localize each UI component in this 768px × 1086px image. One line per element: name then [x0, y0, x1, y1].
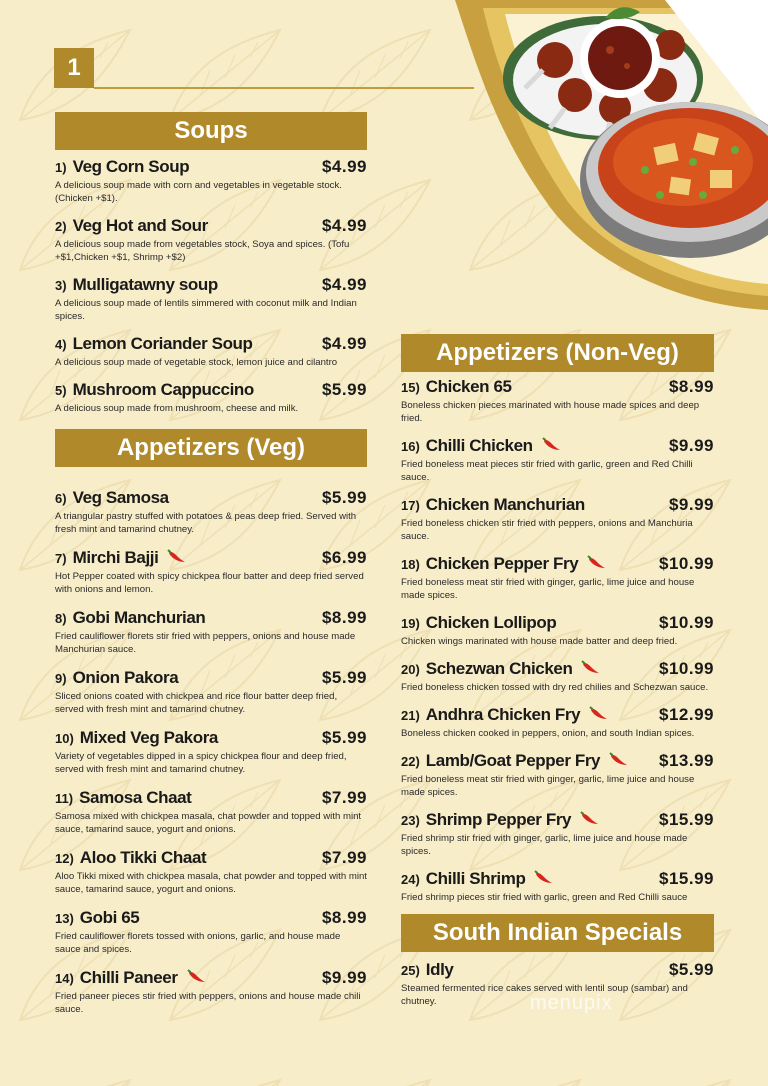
menu-item: [401, 436, 714, 484]
menu-item-name: Andhra Chicken Fry: [425, 705, 581, 724]
menu-item-title: [401, 705, 608, 725]
menu-item-name: Mixed Veg Pakora: [79, 728, 218, 747]
menu-item-description: Fried boneless meat stir fried with ginger, garlic, lime juice and house made spices.: [401, 774, 695, 798]
menu-item-name: Gobi 65: [79, 908, 140, 927]
menu-item-description: Fried cauliflower florets stir fried with peppers, onions and house made Manchurian sauce.: [55, 631, 356, 655]
menu-item-name: Veg Corn Soup: [72, 157, 190, 176]
menu-item: [401, 377, 714, 425]
watermark-logo: menupix: [530, 992, 613, 1014]
menu-item-header: [401, 377, 714, 397]
menu-item-name: Idly: [425, 960, 454, 979]
menu-item-title: [55, 668, 178, 688]
menu-item: [401, 705, 714, 740]
menu-item-header: [55, 380, 367, 400]
menu-item-price: $8.99: [321, 908, 367, 927]
menu-item-header: [55, 608, 367, 628]
menu-item-header: [55, 216, 367, 236]
menu-item-header: [401, 810, 714, 830]
menu-item: [55, 216, 367, 264]
menu-item-number: 21): [401, 708, 420, 723]
menu-item-header: [55, 668, 367, 688]
menu-item-header: [401, 495, 714, 515]
menu-item-number: 11): [55, 791, 74, 806]
menu-item-name: Chilli Paneer: [79, 968, 178, 987]
menu-item-title: [55, 788, 191, 808]
chili-pepper-icon: [586, 555, 606, 569]
menu-item-header: [55, 728, 367, 748]
menu-item-price: $5.99: [321, 728, 367, 747]
menu-item-price: $6.99: [321, 548, 367, 567]
menu-item-description: Fried cauliflower florets tossed with onions, garlic, and house made sauce and spices.: [55, 931, 341, 955]
menu-item: [55, 380, 367, 415]
menu-item-title: [55, 848, 206, 868]
menu-item-price: $7.99: [321, 788, 367, 807]
menu-item-price: $15.99: [659, 869, 714, 888]
menu-item-price: $8.99: [321, 608, 367, 627]
menu-item: [401, 810, 714, 858]
menu-item-price: $9.99: [668, 436, 714, 455]
menu-item-title: [55, 334, 253, 354]
menu-item-title: [401, 436, 561, 456]
menu-item-number: 2): [55, 219, 67, 234]
menu-item-price: $12.99: [659, 705, 714, 724]
menu-item-description: Variety of vegetables dipped in a spicy chickpea flour and deep fried, served with fresh mint and tamarind chutney.: [55, 751, 347, 775]
left-column: [55, 112, 367, 1016]
menu-item-name: Chicken Manchurian: [425, 495, 585, 514]
menu-item-name: Veg Samosa: [72, 488, 169, 507]
chili-pepper-icon: [580, 660, 600, 674]
menu-item-name: Shrimp Pepper Fry: [425, 810, 572, 829]
menu-item: [55, 157, 367, 205]
menu-item-title: [401, 869, 553, 889]
section-header-soups: Soups: [55, 112, 367, 150]
menu-item-description: Fried boneless chicken stir fried with peppers, onions and Manchuria sauce.: [401, 518, 693, 542]
menu-item-header: [401, 705, 714, 725]
menu-item-description: Hot Pepper coated with spicy chickpea flour batter and deep fried served with onions and lemon.: [55, 571, 364, 595]
section-header-appetizers-veg: Appetizers (Veg): [55, 429, 367, 467]
menu-item-title: [401, 659, 600, 679]
menu-item-description: Fried shrimp stir fried with ginger, garlic, lime juice and house made spices.: [401, 833, 688, 857]
menu-item-number: 5): [55, 383, 67, 398]
menu-item-number: 22): [401, 754, 420, 769]
menu-item-header: [401, 869, 714, 889]
menu-item: [55, 908, 367, 956]
menu-item-title: [55, 728, 218, 748]
menu-item: [55, 608, 367, 656]
menu-item-price: $10.99: [659, 613, 714, 632]
menu-item-number: 4): [55, 337, 67, 352]
menu-item-price: $5.99: [321, 488, 367, 507]
menu-item-number: 13): [55, 911, 74, 926]
menu-item-title: [55, 908, 139, 928]
menu-item-description: A delicious soup made of vegetable stock, lemon juice and cilantro: [55, 357, 338, 368]
menu-item-price: $10.99: [659, 659, 714, 678]
menu-item-header: [55, 788, 367, 808]
menu-item-header: [401, 554, 714, 574]
menu-item-number: 18): [401, 557, 420, 572]
food-photo: [455, 0, 768, 310]
menu-item-number: 20): [401, 662, 420, 677]
menu-item-number: 24): [401, 872, 420, 887]
menu-item-number: 23): [401, 813, 420, 828]
right-column: [401, 334, 714, 1008]
menu-item-price: $13.99: [659, 751, 714, 770]
chili-pepper-icon: [541, 437, 561, 451]
menu-item-description: Fried boneless meat pieces stir fried with garlic, green and Red Chilli sauce.: [401, 459, 693, 483]
menu-item-name: Chicken 65: [425, 377, 512, 396]
menu-item-title: [401, 613, 556, 633]
header-divider: [94, 87, 474, 89]
menu-item-price: $9.99: [668, 495, 714, 514]
menu-item-price: $5.99: [321, 668, 367, 687]
menu-item: [401, 869, 714, 904]
menu-item-description: Boneless chicken cooked in peppers, onion, and south Indian spices.: [401, 728, 695, 739]
menu-item-description: Boneless chicken pieces marinated with house made spices and deep fried.: [401, 400, 700, 424]
menu-item: [55, 275, 367, 323]
menu-item-description: Fried boneless meat stir fried with ginger, garlic, lime juice and house made spices.: [401, 577, 695, 601]
menu-item-number: 19): [401, 616, 420, 631]
menu-item-header: [55, 848, 367, 868]
menu-item-description: A delicious soup made from vegetables stock, Soya and spices. (Tofu +$1,Chicken +$1, Shrimp +$2): [55, 239, 350, 263]
menu-item-name: Lamb/Goat Pepper Fry: [425, 751, 601, 770]
chili-pepper-icon: [608, 752, 628, 766]
menu-item: [55, 848, 367, 896]
menu-item-header: [401, 436, 714, 456]
menu-item-description: Aloo Tikki mixed with chickpea masala, chat powder and topped with mint sauce, tamarind sauce, yogurt and onions.: [55, 871, 367, 895]
menu-item-description: Fried boneless chicken tossed with dry red chilies and Schezwan sauce.: [401, 682, 709, 693]
menu-item-title: [401, 495, 585, 515]
menu-item-price: $9.99: [321, 968, 367, 987]
menu-item-title: [401, 751, 628, 771]
menu-item-name: Veg Hot and Sour: [72, 216, 208, 235]
appetizers-nonveg-list: [401, 377, 714, 904]
menu-item-name: Mirchi Bajji: [72, 548, 159, 567]
menu-item-title: [401, 554, 606, 574]
menu-item-number: 9): [55, 671, 67, 686]
menu-item-name: Onion Pakora: [72, 668, 179, 687]
menu-item: [401, 659, 714, 694]
menu-item: [55, 548, 367, 596]
menu-item-description: A triangular pastry stuffed with potatoes & peas deep fried. Served with fresh mint and tamarind chutney.: [55, 511, 357, 535]
menu-item: [401, 613, 714, 648]
menu-item-description: Fried shrimp pieces stir fried with garlic, green and Red Chilli sauce: [401, 892, 688, 903]
menu-item-number: 15): [401, 380, 420, 395]
menu-item: [55, 488, 367, 536]
menu-item-title: [55, 275, 218, 295]
menu-item-header: [401, 751, 714, 771]
menu-item-description: A delicious soup made from mushroom, cheese and milk.: [55, 403, 299, 414]
menu-item-name: Gobi Manchurian: [72, 608, 206, 627]
menu-item-number: 8): [55, 611, 67, 626]
menu-item-price: $4.99: [321, 216, 367, 235]
menu-item-title: [55, 216, 208, 236]
menu-item-header: [55, 488, 367, 508]
menu-item-price: $7.99: [321, 848, 367, 867]
menu-item-number: 17): [401, 498, 420, 513]
menu-item-name: Chilli Shrimp: [425, 869, 526, 888]
menu-item-name: Mulligatawny soup: [72, 275, 218, 294]
menu-item-number: 1): [55, 160, 67, 175]
menu-item-number: 3): [55, 278, 67, 293]
menu-item-header: [401, 613, 714, 633]
menu-item-header: [55, 157, 367, 177]
menu-item-header: [55, 275, 367, 295]
menu-item-title: [55, 608, 205, 628]
menu-item: [401, 960, 714, 1008]
soups-list: [55, 157, 367, 415]
menu-item-name: Samosa Chaat: [79, 788, 192, 807]
page-number: 1: [54, 48, 94, 88]
menu-item-number: 10): [55, 731, 74, 746]
south-indian-list: [401, 960, 714, 1008]
menu-item-name: Lemon Coriander Soup: [72, 334, 253, 353]
menu-item-title: [401, 377, 512, 397]
menu-item-price: $8.99: [668, 377, 714, 396]
section-header-appetizers-nonveg: Appetizers (Non-Veg): [401, 334, 714, 372]
menu-item-header: [55, 968, 367, 988]
menu-item-number: 14): [55, 971, 74, 986]
menu-item-number: 6): [55, 491, 67, 506]
menu-item-description: Chicken wings marinated with house made batter and deep fried.: [401, 636, 678, 647]
menu-item: [55, 968, 367, 1016]
menu-item-name: Chicken Lollipop: [425, 613, 557, 632]
menu-item-price: $4.99: [321, 275, 367, 294]
menu-item-name: Aloo Tikki Chaat: [79, 848, 207, 867]
appetizers-veg-list: [55, 488, 367, 1016]
menu-item-title: [55, 157, 189, 177]
menu-item-title: [401, 810, 599, 830]
menu-item-number: 16): [401, 439, 420, 454]
menu-item-number: 25): [401, 963, 420, 978]
menu-item-description: Sliced onions coated with chickpea and rice flour batter deep fried, served with fresh mint and tamarind chutney.: [55, 691, 338, 715]
menu-item-name: Schezwan Chicken: [425, 659, 573, 678]
menu-item-name: Chicken Pepper Fry: [425, 554, 579, 573]
section-header-south-indian: South Indian Specials: [401, 914, 714, 952]
menu-item: [55, 668, 367, 716]
chili-pepper-icon: [579, 811, 599, 825]
menu-item-number: 12): [55, 851, 74, 866]
menu-item-price: $15.99: [659, 810, 714, 829]
menu-item-title: [55, 548, 186, 568]
menu-item-price: $5.99: [321, 380, 367, 399]
menu-item-number: 7): [55, 551, 67, 566]
menu-item-name: Chilli Chicken: [425, 436, 533, 455]
menu-item-title: [55, 488, 169, 508]
menu-item-description: Fried paneer pieces stir fried with peppers, onions and house made chili sauce.: [55, 991, 361, 1015]
menu-item: [55, 334, 367, 369]
menu-item: [401, 554, 714, 602]
menu-item-description: A delicious soup made with corn and vegetables in vegetable stock. (Chicken +$1).: [55, 180, 342, 204]
menu-item-name: Mushroom Cappuccino: [72, 380, 254, 399]
menu-item: [401, 751, 714, 799]
menu-item: [55, 728, 367, 776]
menu-item-description: Steamed fermented rice cakes served with lentil soup (sambar) and chutney.: [401, 983, 688, 1007]
chili-pepper-icon: [588, 706, 608, 720]
menu-item-title: [55, 380, 254, 400]
chili-pepper-icon: [533, 870, 553, 884]
menu-item-price: $4.99: [321, 334, 367, 353]
menu-item-header: [55, 548, 367, 568]
menu-item-header: [55, 908, 367, 928]
menu-item-header: [401, 960, 714, 980]
chili-pepper-icon: [186, 969, 206, 983]
menu-item-description: Samosa mixed with chickpea masala, chat powder and topped with mint sauce, tamarind sauce, yogurt and onions.: [55, 811, 362, 835]
menu-item-description: A delicious soup made of lentils simmered with coconut milk and Indian spices.: [55, 298, 357, 322]
menu-item-title: [401, 960, 453, 980]
menu-item-price: $5.99: [668, 960, 714, 979]
menu-item: [401, 495, 714, 543]
chili-pepper-icon: [166, 549, 186, 563]
menu-item-title: [55, 968, 206, 988]
menu-item-header: [55, 334, 367, 354]
menu-item-price: $10.99: [659, 554, 714, 573]
menu-item-price: $4.99: [321, 157, 367, 176]
menu-item: [55, 788, 367, 836]
menu-item-header: [401, 659, 714, 679]
